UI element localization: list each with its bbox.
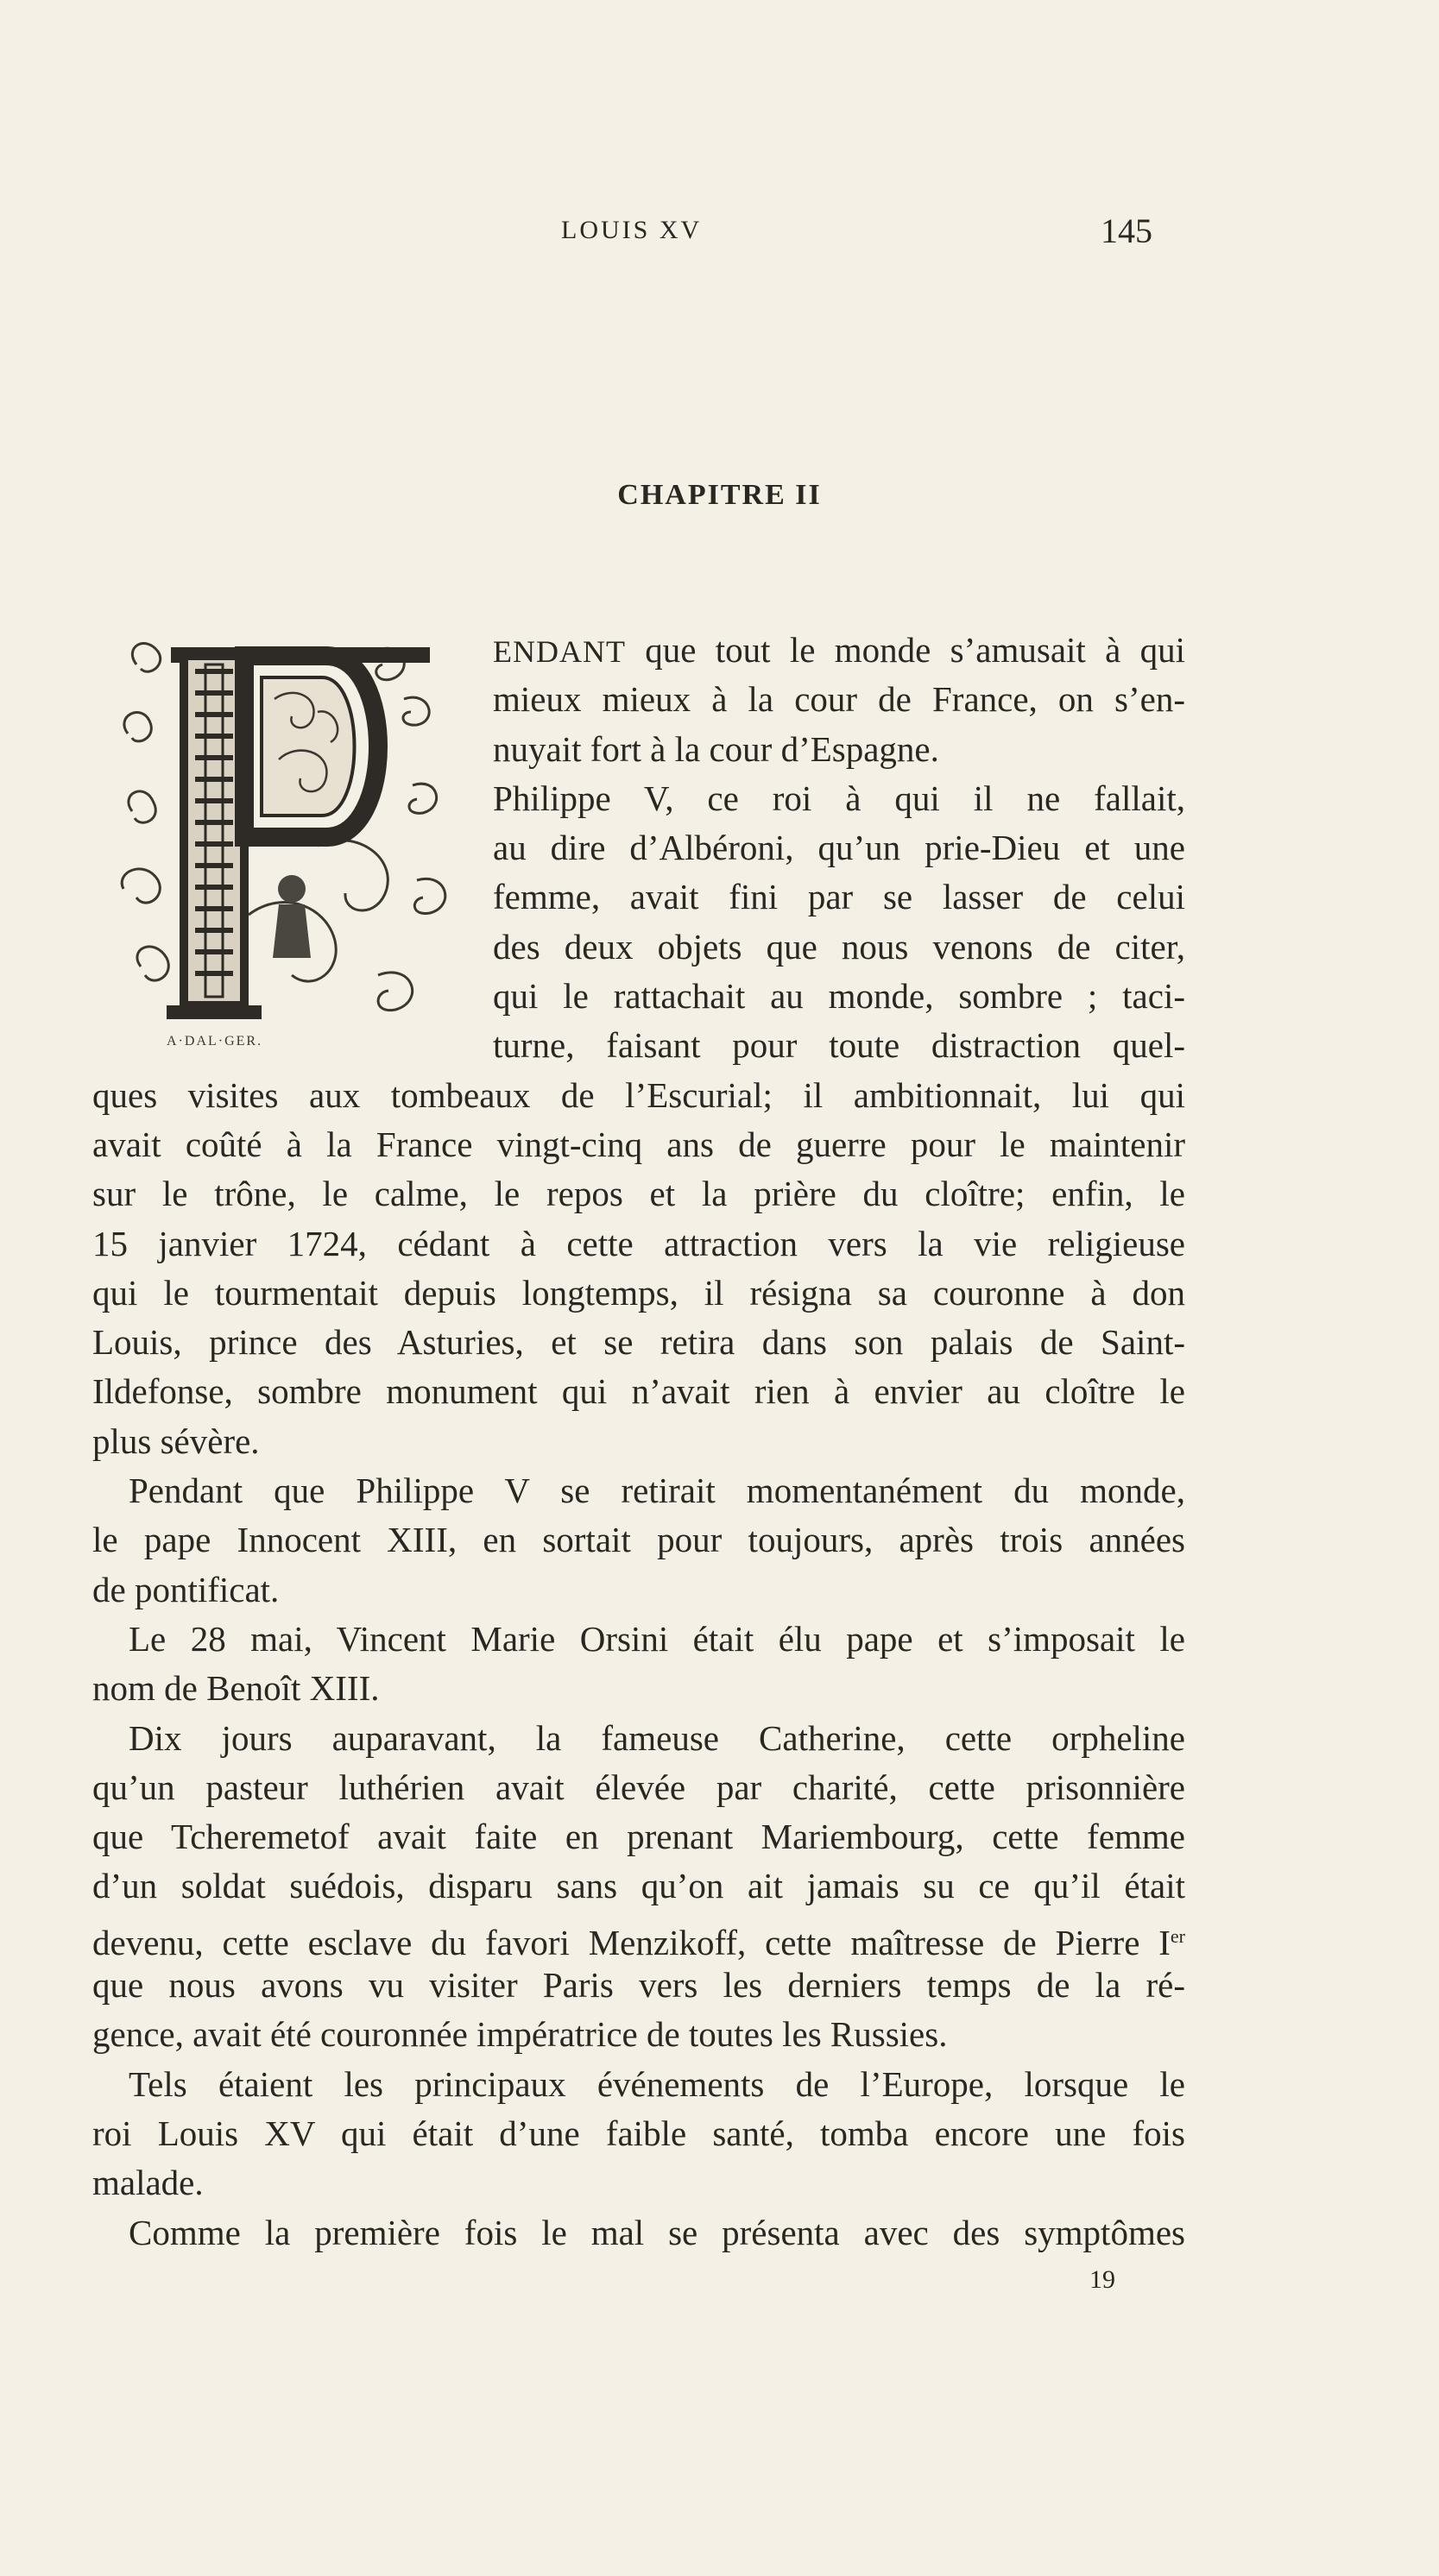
text-line <box>92 1367 1185 1416</box>
text-line <box>92 1961 1185 2010</box>
text-line <box>92 972 1185 1021</box>
text-line <box>92 1861 1185 1911</box>
text-line <box>92 1120 1185 1169</box>
line-text: femme, avait fini par se lasser de celui <box>493 877 1185 917</box>
line-text: que tout le monde s’amusait à qui <box>625 630 1185 670</box>
text-line <box>92 1763 1185 1812</box>
text-line <box>92 1219 1185 1269</box>
line-text: Tels étaient les principaux événements de l’Europe, lorsque le <box>129 2063 1185 2104</box>
line-text: Philippe V, ce roi à qui il ne fallait, <box>493 778 1185 818</box>
line-text: gence, avait été couronnée impératrice de toutes les Russies. <box>92 2014 948 2055</box>
line-text: Dix jours auparavant, la fameuse Catherine, cette orpheline <box>129 1717 1185 1758</box>
chapter-title: CHAPITRE II <box>617 479 822 511</box>
text-line <box>92 872 1185 922</box>
line-text: Louis, prince des Asturies, et se retira dans son palais de Saint- <box>92 1322 1185 1363</box>
running-title: LOUIS XV <box>561 216 703 244</box>
text-line <box>92 1812 1185 1861</box>
line-text: mieux mieux à la cour de France, on s’en- <box>493 679 1185 720</box>
line-text: qu’un pasteur luthérien avait élevée par charité, cette prisonnière <box>92 1767 1185 1807</box>
text-line <box>92 2109 1185 2158</box>
line-text: Comme la première fois le mal se présenta avec des symptômes <box>129 2212 1185 2252</box>
line-text: avait coûté à la France vingt-cinq ans de guerre pour le maintenir <box>92 1124 1185 1164</box>
text-line <box>92 774 1185 823</box>
running-head <box>0 211 1439 259</box>
line-text: 15 janvier 1724, cédant à cette attraction vers la vie religieuse <box>92 1223 1185 1263</box>
line-text: ques visites aux tombeaux de l’Escurial; il ambitionnait, lui qui <box>92 1074 1185 1115</box>
line-text: au dire d’Albéroni, qu’un prie-Dieu et une <box>493 828 1185 868</box>
text-line <box>92 1912 1185 1961</box>
text-line <box>92 1664 1185 1713</box>
signature-mark: 19 <box>1089 2265 1115 2294</box>
line-text: de pontificat. <box>92 1569 280 1609</box>
line-text: des deux objets que nous venons de citer, <box>493 926 1185 967</box>
text-line <box>92 1615 1185 1664</box>
text-line <box>92 2010 1185 2059</box>
line-text: nuyait fort à la cour d’Espagne. <box>493 728 939 769</box>
line-text: sur le trône, le calme, le repos et la prière du cloître; enfin, le <box>92 1174 1185 1214</box>
line-text: turne, faisant pour toute distraction quel- <box>493 1025 1185 1066</box>
text-line <box>92 626 1185 675</box>
dropcap-continuation: ENDANT <box>493 634 626 669</box>
line-text: plus sévère. <box>92 1420 260 1461</box>
text-line <box>92 725 1185 774</box>
text-line <box>92 1169 1185 1219</box>
body-text <box>92 626 1185 2258</box>
text-line <box>92 2060 1185 2109</box>
text-line <box>92 1714 1185 1763</box>
line-text: Pendant que Philippe V se retirait momentanément du monde, <box>129 1471 1185 1511</box>
superscript: er <box>1170 1924 1185 1947</box>
line-text: devenu, cette esclave du favori Menzikoff, cette maîtresse de Pierre I <box>92 1922 1171 1962</box>
text-line <box>92 2158 1185 2208</box>
text-line <box>92 1515 1185 1565</box>
text-line <box>92 1021 1185 1070</box>
engraver-credit: A·DAL·GER. <box>167 1034 263 1049</box>
line-text: d’un soldat suédois, disparu sans qu’on ait jamais su ce qu’il était <box>92 1866 1185 1906</box>
line-text: le pape Innocent XIII, en sortait pour toujours, après trois années <box>92 1520 1185 1560</box>
text-line <box>92 1071 1185 1120</box>
text-line <box>92 1565 1185 1615</box>
line-text: qui le tourmentait depuis longtemps, il résigna sa couronne à don <box>92 1272 1185 1313</box>
text-line <box>92 675 1185 724</box>
text-line <box>92 1318 1185 1367</box>
line-text: Le 28 mai, Vincent Marie Orsini était élu pape et s’imposait le <box>129 1618 1185 1659</box>
line-text: Ildefonse, sombre monument qui n’avait rien à envier au cloître le <box>92 1371 1185 1412</box>
text-line <box>92 923 1185 972</box>
text-line <box>92 1269 1185 1318</box>
line-text: que nous avons vu visiter Paris vers les derniers temps de la ré- <box>92 1965 1185 2006</box>
text-line <box>92 1466 1185 1515</box>
text-line <box>92 1417 1185 1466</box>
line-text: roi Louis XV qui était d’une faible santé, tomba encore une fois <box>92 2113 1185 2153</box>
line-text: nom de Benoît XIII. <box>92 1668 380 1709</box>
line-text: que Tcheremetof avait faite en prenant Mariembourg, cette femme <box>92 1817 1185 1857</box>
line-text: qui le rattachait au monde, sombre ; taci- <box>493 976 1185 1017</box>
text-line <box>92 823 1185 872</box>
text-line <box>92 2208 1185 2258</box>
page-number: 145 <box>1101 211 1152 250</box>
line-text: malade. <box>92 2163 204 2203</box>
